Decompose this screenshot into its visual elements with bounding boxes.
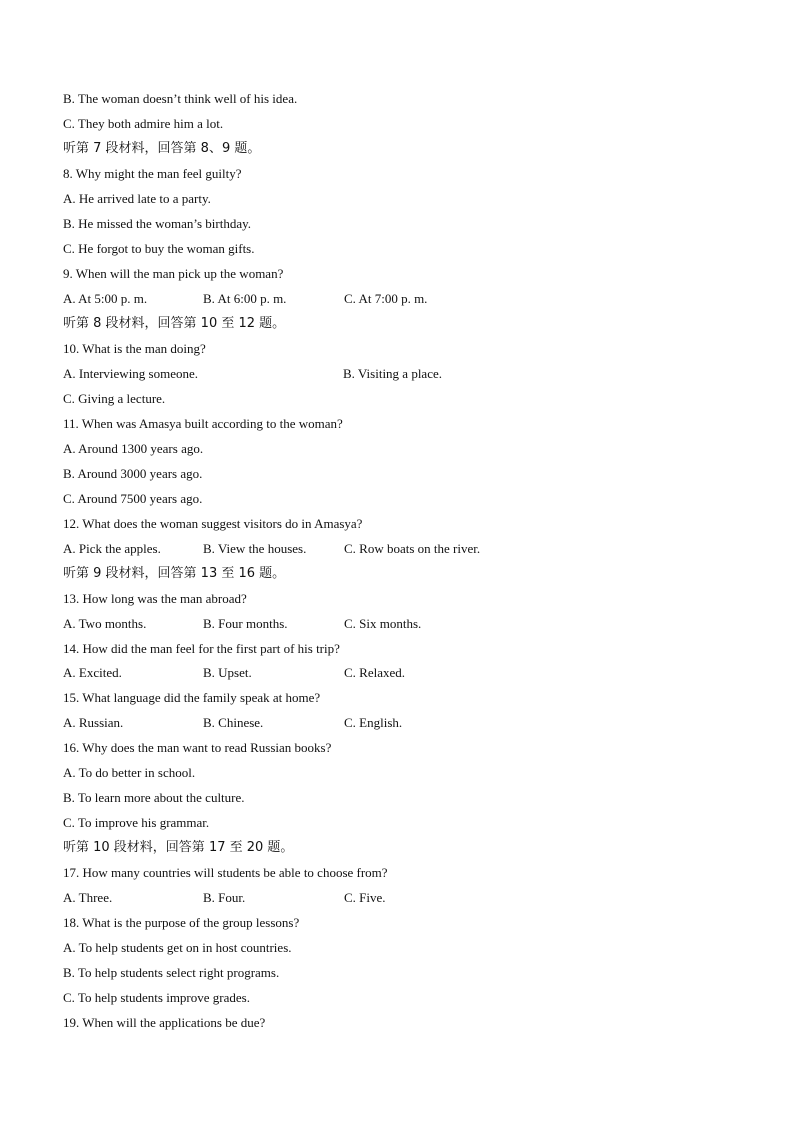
option-c-q17: C. Five.: [344, 890, 386, 905]
option-b-q8: B. He missed the woman’s birthday.: [63, 216, 251, 231]
option-b-q12: B. View the houses.: [203, 541, 307, 556]
option-c-q9: C. At 7:00 p. m.: [344, 291, 428, 306]
option-b-q17: B. Four.: [203, 890, 246, 905]
option-c-q8: C. He forgot to buy the woman gifts.: [63, 241, 255, 256]
option-c-q15: C. English.: [344, 715, 403, 730]
option-a-q15: A. Russian.: [63, 715, 124, 730]
option-c-q18: C. To help students improve grades.: [63, 990, 250, 1005]
section-heading-9: 听第 9 段材料，回答第 13 至 16 题。: [63, 566, 286, 581]
option-a-q14: A. Excited.: [63, 665, 122, 680]
option-c-q14: C. Relaxed.: [344, 665, 406, 680]
section-heading-8: 听第 8 段材料，回答第 10 至 12 题。: [63, 316, 286, 331]
option-c-q12: C. Row boats on the river.: [344, 541, 481, 556]
option-c-q7: C. They both admire him a lot.: [63, 116, 224, 131]
option-a-q9: A. At 5:00 p. m.: [63, 291, 148, 306]
question-17: 17. How many countries will students be able to choose from?: [63, 865, 388, 880]
option-c-q13: C. Six months.: [344, 616, 422, 631]
question-19: 19. When will the applications be due?: [63, 1015, 266, 1030]
question-15: 15. What language did the family speak at home?: [63, 690, 321, 705]
option-a-q12: A. Pick the apples.: [63, 541, 161, 556]
question-13: 13. How long was the man abroad?: [63, 591, 247, 606]
question-14: 14. How did the man feel for the first part of his trip?: [63, 641, 340, 656]
option-c-q11: C. Around 7500 years ago.: [63, 491, 203, 506]
question-16: 16. Why does the man want to read Russian books?: [63, 740, 332, 755]
section-heading-7: 听第 7 段材料，回答第 8、9 题。: [63, 141, 261, 156]
option-b-q16: B. To learn more about the culture.: [63, 790, 245, 805]
option-b-q14: B. Upset.: [203, 665, 252, 680]
option-c-q16: C. To improve his grammar.: [63, 815, 210, 830]
option-a-q13: A. Two months.: [63, 616, 147, 631]
option-b-q18: B. To help students select right programs.: [63, 965, 280, 980]
option-b-q9: B. At 6:00 p. m.: [203, 291, 287, 306]
question-11: 11. When was Amasya built according to the woman?: [63, 416, 343, 431]
option-b-q7: B. The woman doesn’t think well of his idea.: [63, 91, 298, 106]
option-c-q10: C. Giving a lecture.: [63, 391, 166, 406]
question-12: 12. What does the woman suggest visitors do in Amasya?: [63, 516, 363, 531]
option-b-q10: B. Visiting a place.: [343, 366, 442, 381]
question-9: 9. When will the man pick up the woman?: [63, 266, 284, 281]
option-a-q11: A. Around 1300 years ago.: [63, 441, 204, 456]
option-a-q10: A. Interviewing someone.: [63, 366, 199, 381]
option-a-q8: A. He arrived late to a party.: [63, 191, 211, 206]
option-b-q13: B. Four months.: [203, 616, 288, 631]
option-b-q11: B. Around 3000 years ago.: [63, 466, 203, 481]
option-b-q15: B. Chinese.: [203, 715, 264, 730]
option-a-q16: A. To do better in school.: [63, 765, 196, 780]
section-heading-10: 听第 10 段材料，回答第 17 至 20 题。: [63, 840, 294, 855]
question-8: 8. Why might the man feel guilty?: [63, 166, 242, 181]
option-a-q17: A. Three.: [63, 890, 113, 905]
option-a-q18: A. To help students get on in host countries.: [63, 940, 292, 955]
question-18: 18. What is the purpose of the group lessons?: [63, 915, 300, 930]
question-10: 10. What is the man doing?: [63, 341, 206, 356]
